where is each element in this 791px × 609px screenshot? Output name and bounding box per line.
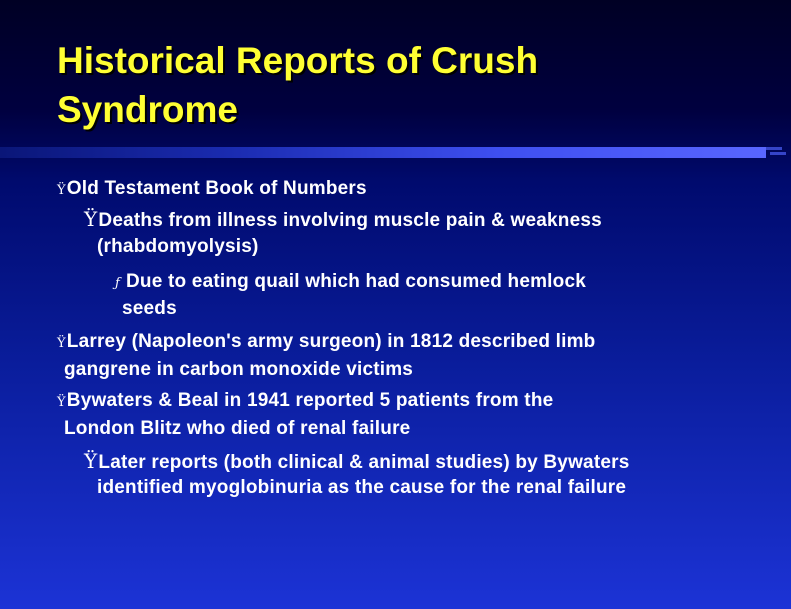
bullet-item-6 xyxy=(84,450,629,474)
bullet-glyph-level1: Ÿ xyxy=(57,183,66,198)
bullet-item-5-continuation: London Blitz who died of renal failure xyxy=(64,418,411,439)
bullet-item-5 xyxy=(57,390,553,414)
bullet-glyph-level2: Ÿ xyxy=(84,207,98,231)
bullet-item-4-continuation: gangrene in carbon monoxide victims xyxy=(64,359,414,380)
bullet-glyph-level2: Ÿ xyxy=(84,449,98,473)
bullet-text: Bywaters & Beal in 1941 reported 5 patients from the xyxy=(66,390,554,411)
bullet-text: Later reports (both clinical & animal studies) by Bywaters xyxy=(98,452,630,473)
bullet-item-2 xyxy=(84,208,602,232)
title-line-2: Syndrome xyxy=(57,89,238,130)
bullet-text: Larrey (Napoleon's army surgeon) in 1812 described limb xyxy=(66,331,596,352)
bullet-glyph-level1: Ÿ xyxy=(57,336,66,351)
bullet-item-3-continuation: seeds xyxy=(122,298,177,319)
bullet-text: Due to eating quail which had consumed hemlock xyxy=(126,271,587,292)
title-line-1: Historical Reports of Crush xyxy=(57,40,539,81)
bullet-glyph-level1: Ÿ xyxy=(57,395,66,410)
bullet-item-1 xyxy=(57,178,367,202)
bullet-text: Old Testament Book of Numbers xyxy=(66,178,367,199)
bullet-glyph-level3: ƒ xyxy=(115,276,121,291)
bullet-item-3 xyxy=(115,271,586,295)
bullet-item-2-continuation: (rhabdomyolysis) xyxy=(97,236,259,257)
bullet-item-4 xyxy=(57,331,595,355)
bullet-text: Deaths from illness involving muscle pain & weakness xyxy=(98,210,602,231)
bullet-item-6-continuation: identified myoglobinuria as the cause for the renal failure xyxy=(97,477,627,498)
